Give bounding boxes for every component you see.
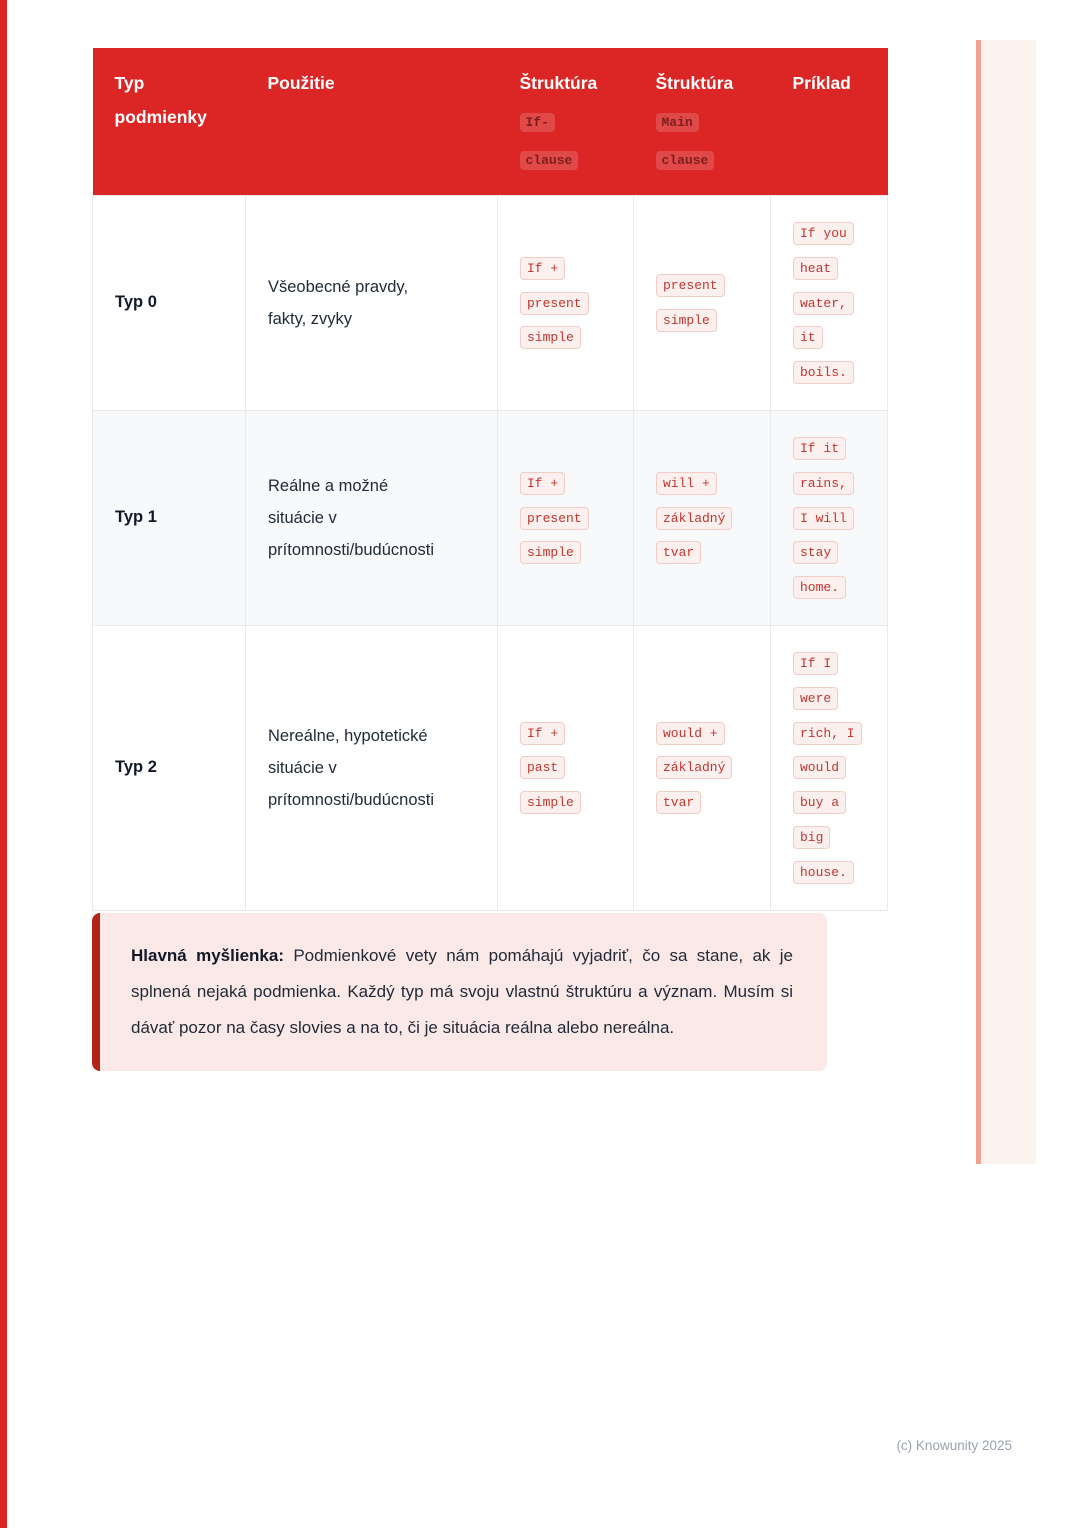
header-label: Príklad xyxy=(792,73,851,93)
cell-type-label: Typ 2 xyxy=(93,625,246,910)
code-example: If I were rich, I would buy a big house. xyxy=(793,652,862,884)
header-struktura-main xyxy=(634,48,771,196)
cell-example xyxy=(771,410,888,625)
conditionals-table xyxy=(92,48,888,911)
copyright-text: (c) Knowunity 2025 xyxy=(896,1438,1012,1453)
code-main-clause: present simple xyxy=(656,274,725,332)
header-pouzitie xyxy=(246,48,498,196)
code-example: If you heat water, it boils. xyxy=(793,222,854,384)
key-idea-callout xyxy=(92,913,827,1071)
table-row-typ1 xyxy=(93,410,888,625)
cell-example xyxy=(771,196,888,411)
header-typ-podmienky xyxy=(93,48,246,196)
header-code-if-clause: If-clause xyxy=(520,113,579,170)
cell-usage xyxy=(246,196,498,411)
header-label: Štruktúra xyxy=(655,73,734,93)
code-example: If it rains, I will stay home. xyxy=(793,437,854,599)
cell-type-label: Typ 0 xyxy=(93,196,246,411)
cell-structure-if xyxy=(498,196,634,411)
header-priklad xyxy=(771,48,888,196)
table-header-row xyxy=(93,48,888,196)
usage-text: Všeobecné pravdy, fakty, zvyky xyxy=(268,277,409,328)
header-label: Typ podmienky xyxy=(114,73,207,127)
code-if-clause: If + past simple xyxy=(520,722,581,815)
header-label: Štruktúra xyxy=(519,73,598,93)
cell-structure-if xyxy=(498,410,634,625)
code-if-clause: If + present simple xyxy=(520,472,589,565)
cell-structure-main xyxy=(634,410,771,625)
callout-text: Podmienkové vety nám pomáhajú vyjadriť, čo sa stane, ak je splnená nejaká podmienka. Každý typ má svoju vlastnú štruktúru a význam. Musím si dávať pozor na časy slovies a na to, či je situácia reálna alebo nereálna. xyxy=(131,946,793,1037)
cell-structure-if xyxy=(498,625,634,910)
left-accent-stripe xyxy=(0,0,7,1528)
usage-text: Nereálne, hypotetické situácie v prítomnosti/budúcnosti xyxy=(268,726,435,809)
cell-usage xyxy=(246,410,498,625)
cell-structure-main xyxy=(634,625,771,910)
code-main-clause: will + základný tvar xyxy=(656,472,732,565)
table-row-typ0 xyxy=(93,196,888,411)
header-struktura-if xyxy=(498,48,634,196)
header-code-main-clause: Main clause xyxy=(656,113,715,170)
table-row-typ2 xyxy=(93,625,888,910)
header-label: Použitie xyxy=(267,73,335,93)
code-main-clause: would + základný tvar xyxy=(656,722,732,815)
right-margin-panel xyxy=(976,40,1036,1164)
callout-title: Hlavná myšlienka: xyxy=(131,946,284,965)
cell-usage xyxy=(246,625,498,910)
cell-example xyxy=(771,625,888,910)
cell-type-label: Typ 1 xyxy=(93,410,246,625)
code-if-clause: If + present simple xyxy=(520,257,589,350)
cell-structure-main xyxy=(634,196,771,411)
usage-text: Reálne a možné situácie v prítomnosti/budúcnosti xyxy=(268,476,435,559)
